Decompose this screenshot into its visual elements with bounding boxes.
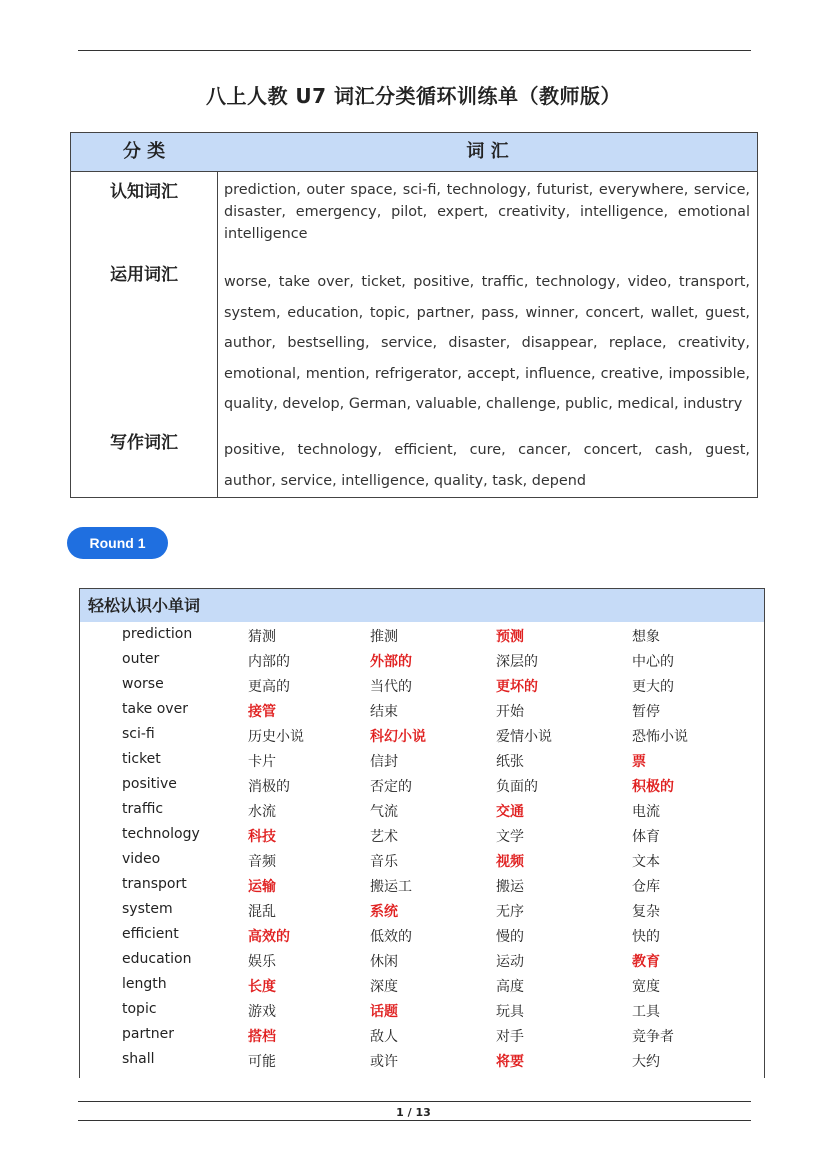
table-row bbox=[80, 797, 764, 822]
footer-rule-top bbox=[78, 1101, 751, 1102]
table-row bbox=[80, 747, 764, 772]
option-correct: 科技 bbox=[248, 829, 276, 845]
option-correct: 更坏的 bbox=[496, 679, 538, 695]
option: 高度 bbox=[496, 979, 524, 995]
words-application: worse, take over, ticket, positive, traffic, technology, video, transport, system, education, topic, partner, pass, winner, concert, wallet, guest, author, bestselling, service, disaster, disappear, replace, creativity, emotional, mention, refrigerator, accept, influence, creative, impossible, quality, develop, German, valuable, challenge, public, medical, industry bbox=[224, 274, 750, 412]
option: 宽度 bbox=[632, 979, 660, 995]
words-recognition: prediction, outer space, sci-fi, technology, futurist, everywhere, service, disaster, emergency, pilot, expert, creativity, intelligence, emotional intelligence bbox=[224, 182, 750, 242]
option: 音乐 bbox=[370, 854, 398, 870]
option: 可能 bbox=[248, 1054, 276, 1070]
option: 当代的 bbox=[370, 679, 412, 695]
option-correct: 交通 bbox=[496, 804, 524, 820]
english-word: outer bbox=[122, 651, 160, 667]
option: 深度 bbox=[370, 979, 398, 995]
option: 历史小说 bbox=[248, 729, 304, 745]
option: 工具 bbox=[632, 1004, 660, 1020]
option-correct: 话题 bbox=[370, 1004, 398, 1020]
option: 气流 bbox=[370, 804, 398, 820]
page-title: 八上人教 U7 词汇分类循环训练单（教师版） bbox=[205, 84, 622, 108]
option: 复杂 bbox=[632, 904, 660, 920]
table-row bbox=[80, 972, 764, 997]
option-correct: 预测 bbox=[496, 629, 524, 645]
category-recognition: 认知词汇 bbox=[110, 182, 178, 202]
option: 暂停 bbox=[632, 704, 660, 720]
option: 电流 bbox=[632, 804, 660, 820]
english-word: technology bbox=[122, 826, 200, 842]
option: 结束 bbox=[370, 704, 398, 720]
option: 敌人 bbox=[370, 1029, 398, 1045]
option: 玩具 bbox=[496, 1004, 524, 1020]
option-correct: 将要 bbox=[496, 1054, 524, 1070]
english-word: positive bbox=[122, 776, 177, 792]
option-correct: 科幻小说 bbox=[370, 729, 426, 745]
english-word: transport bbox=[122, 876, 187, 892]
option: 深层的 bbox=[496, 654, 538, 670]
english-word: efficient bbox=[122, 926, 179, 942]
exercise-header bbox=[80, 589, 764, 622]
option: 否定的 bbox=[370, 779, 412, 795]
option-correct: 运输 bbox=[248, 879, 276, 895]
option: 音频 bbox=[248, 854, 276, 870]
footer-rule-bottom bbox=[78, 1120, 751, 1121]
option-correct: 票 bbox=[632, 754, 646, 770]
option: 想象 bbox=[632, 629, 660, 645]
category-writing: 写作词汇 bbox=[110, 433, 178, 453]
option-correct: 教育 bbox=[632, 954, 660, 970]
table-row bbox=[80, 897, 764, 922]
table-row bbox=[80, 872, 764, 897]
option: 内部的 bbox=[248, 654, 290, 670]
option: 负面的 bbox=[496, 779, 538, 795]
table-row bbox=[80, 822, 764, 847]
exercise-table bbox=[79, 588, 765, 1078]
option: 低效的 bbox=[370, 929, 412, 945]
table-row bbox=[80, 1047, 764, 1072]
exercise-rows bbox=[80, 622, 764, 1072]
exercise-title: 轻松认识小单词 bbox=[88, 596, 201, 615]
round-badge: Round 1 bbox=[67, 527, 168, 559]
option-correct: 视频 bbox=[496, 854, 524, 870]
table-row bbox=[80, 922, 764, 947]
option-correct: 系统 bbox=[370, 904, 398, 920]
english-word: topic bbox=[122, 1001, 157, 1017]
option-correct: 积极的 bbox=[632, 779, 674, 795]
option: 信封 bbox=[370, 754, 398, 770]
header-category: 分 类 bbox=[122, 141, 166, 162]
top-rule bbox=[78, 50, 751, 51]
option: 文本 bbox=[632, 854, 660, 870]
words-writing: positive, technology, efficient, cure, cancer, concert, cash, guest, author, service, intelligence, quality, task, depend bbox=[224, 442, 750, 489]
table-row bbox=[80, 847, 764, 872]
option: 搬运 bbox=[496, 879, 524, 895]
option: 休闲 bbox=[370, 954, 398, 970]
option-correct: 长度 bbox=[248, 979, 276, 995]
english-word: length bbox=[122, 976, 167, 992]
english-word: education bbox=[122, 951, 192, 967]
option: 开始 bbox=[496, 704, 524, 720]
option: 游戏 bbox=[248, 1004, 276, 1020]
option: 更高的 bbox=[248, 679, 290, 695]
option: 卡片 bbox=[248, 754, 276, 770]
option: 水流 bbox=[248, 804, 276, 820]
option: 无序 bbox=[496, 904, 524, 920]
category-application: 运用词汇 bbox=[110, 265, 178, 285]
option-correct: 高效的 bbox=[248, 929, 290, 945]
vocab-category-table bbox=[70, 132, 758, 498]
table-row bbox=[80, 772, 764, 797]
table-row bbox=[80, 647, 764, 672]
option: 更大的 bbox=[632, 679, 674, 695]
header-words: 词 汇 bbox=[466, 141, 509, 162]
option: 体育 bbox=[632, 829, 660, 845]
page-number: 1 / 13 bbox=[396, 1106, 431, 1119]
option: 大约 bbox=[632, 1054, 660, 1070]
option: 消极的 bbox=[248, 779, 290, 795]
option-correct: 搭档 bbox=[248, 1029, 276, 1045]
english-word: sci-fi bbox=[122, 726, 155, 742]
option: 猜测 bbox=[248, 629, 276, 645]
option: 或许 bbox=[370, 1054, 398, 1070]
option: 慢的 bbox=[496, 929, 524, 945]
option: 竞争者 bbox=[632, 1029, 674, 1045]
option: 中心的 bbox=[632, 654, 674, 670]
english-word: traffic bbox=[122, 801, 164, 817]
option: 快的 bbox=[632, 929, 660, 945]
table-row bbox=[80, 947, 764, 972]
english-word: take over bbox=[122, 701, 188, 717]
option-correct: 外部的 bbox=[370, 654, 412, 670]
option-correct: 接管 bbox=[248, 704, 276, 720]
english-word: worse bbox=[122, 676, 164, 692]
table-row bbox=[80, 1022, 764, 1047]
option: 推测 bbox=[370, 629, 398, 645]
english-word: prediction bbox=[122, 626, 193, 642]
option: 爱情小说 bbox=[496, 729, 552, 745]
table-row bbox=[80, 997, 764, 1022]
option: 运动 bbox=[496, 954, 524, 970]
option: 仓库 bbox=[632, 879, 660, 895]
option: 文学 bbox=[496, 829, 524, 845]
option: 混乱 bbox=[248, 904, 276, 920]
english-word: system bbox=[122, 901, 173, 917]
table-row bbox=[80, 622, 764, 647]
english-word: shall bbox=[122, 1051, 155, 1067]
english-word: partner bbox=[122, 1026, 174, 1042]
table-row bbox=[80, 722, 764, 747]
option: 搬运工 bbox=[370, 879, 412, 895]
option: 娱乐 bbox=[248, 954, 276, 970]
table-row bbox=[80, 697, 764, 722]
option: 纸张 bbox=[496, 754, 524, 770]
english-word: ticket bbox=[122, 751, 161, 767]
vocab-table-header bbox=[71, 133, 757, 172]
option: 艺术 bbox=[370, 829, 398, 845]
option: 恐怖小说 bbox=[632, 729, 688, 745]
column-divider bbox=[217, 171, 218, 497]
table-row bbox=[80, 672, 764, 697]
english-word: video bbox=[122, 851, 161, 867]
option: 对手 bbox=[496, 1029, 524, 1045]
